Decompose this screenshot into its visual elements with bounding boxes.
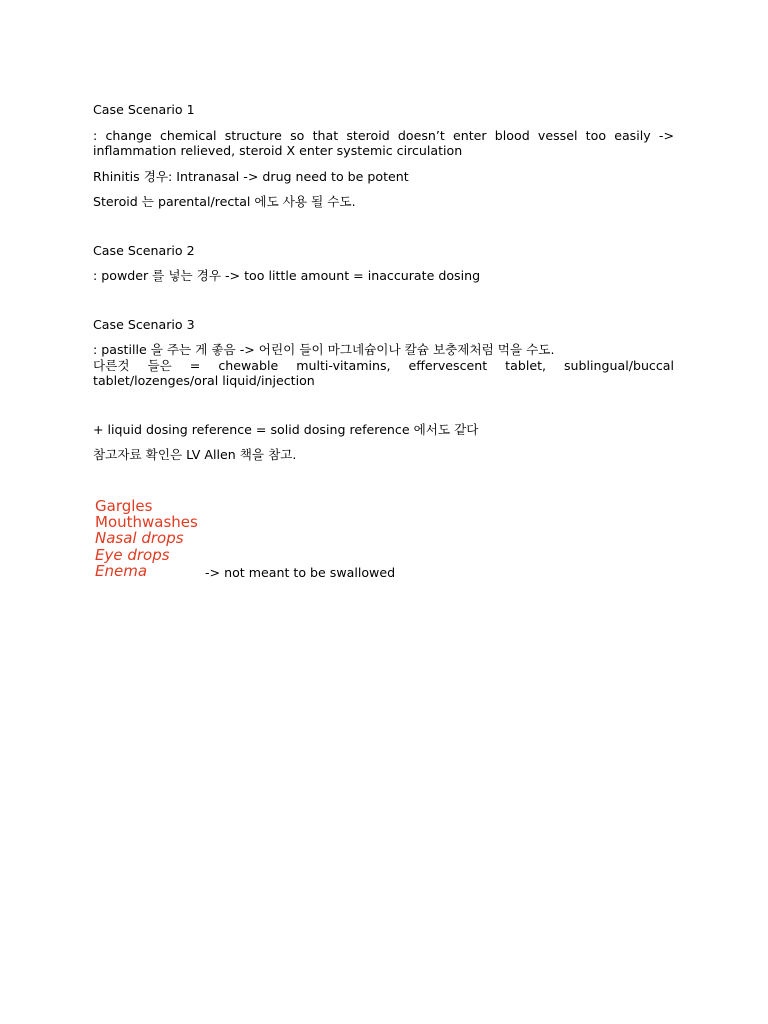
reference-note: 참고자료 확인은 LV Allen 책을 참고. xyxy=(93,447,297,462)
case-scenario-3-text: : pastille 을 주는 게 좋음 -> 어린이 들이 마그네슘이나 칼슘 보충제처럼 먹을 수도. xyxy=(93,342,555,357)
alternatives-text: 다른것 들은 = chewable multi-vitamins, effervescent tablet, sublingual/buccal tablet/lozenges/oral liquid/injection xyxy=(93,357,674,388)
case-scenario-3-heading: Case Scenario 3 xyxy=(93,316,195,332)
case-scenario-1-heading: Case Scenario 1 xyxy=(93,102,195,117)
list-item-mouthwashes: Mouthwashes xyxy=(95,513,198,532)
case-scenario-2-heading: Case Scenario 2 xyxy=(93,242,195,258)
not-swallowed-note: -> not meant to be swallowed xyxy=(205,565,396,580)
list-item-nasal-drops: Nasal drops xyxy=(95,529,184,548)
rhinitis-text: Rhinitis 경우: Intranasal -> drug need to be potent xyxy=(93,168,409,184)
list-item-enema: Enema xyxy=(95,561,148,580)
liquid-dosing-note: + liquid dosing reference = solid dosing reference 에서도 같다 xyxy=(93,421,479,437)
non-swallow-list xyxy=(95,498,198,579)
document-body xyxy=(93,102,674,463)
case-scenario-1-text: : change chemical structure so that steroid doesn’t enter blood vessel too easily -> inflammation relieved, steroid X enter systemic circulation xyxy=(93,127,674,158)
case-scenario-2-text: : powder 를 넣는 경우 -> too little amount = inaccurate dosing xyxy=(93,268,481,283)
list-item-eye-drops: Eye drops xyxy=(95,545,170,564)
list-item-gargles: Gargles xyxy=(95,497,153,515)
steroid-text: Steroid 는 parental/rectal 에도 사용 될 수도. xyxy=(93,194,356,209)
